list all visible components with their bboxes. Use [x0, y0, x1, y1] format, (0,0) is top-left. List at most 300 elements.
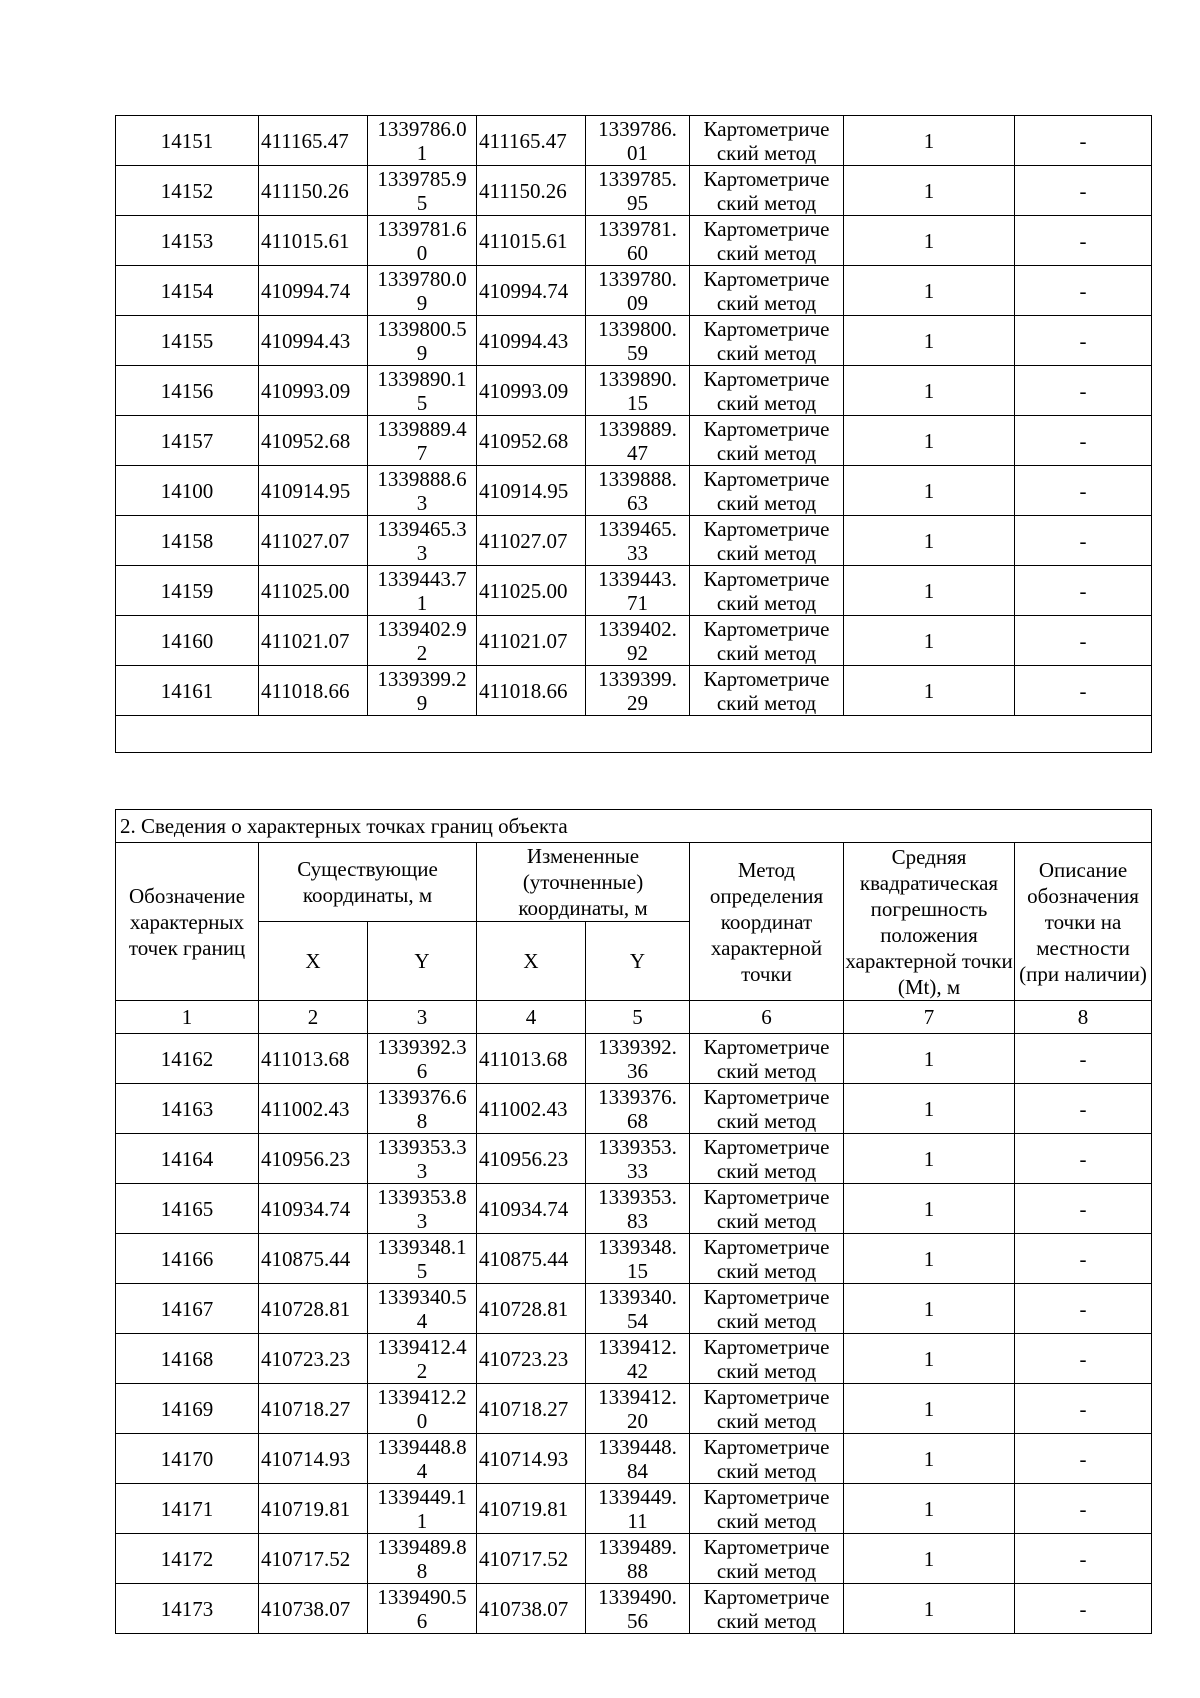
existing-x-cell: 410719.81 — [259, 1484, 368, 1534]
existing-y-line: 1 — [416, 140, 428, 165]
changed-x-cell: 411150.26 — [477, 166, 586, 216]
table-row — [116, 166, 1152, 216]
existing-y-line: 1339785.9 — [377, 166, 467, 191]
existing-y-line: 9 — [416, 290, 428, 315]
existing-x-cell: 410914.95 — [259, 466, 368, 516]
method-line: Картометриче — [703, 1084, 830, 1109]
table-row — [116, 616, 1152, 666]
point-id-cell: 14163 — [116, 1084, 259, 1134]
method-line: ский метод — [716, 1358, 817, 1383]
existing-y-cell — [368, 1284, 477, 1334]
column-numbers-row — [116, 1001, 1152, 1034]
existing-y-line: 1339465.3 — [377, 516, 467, 541]
changed-y-line: 20 — [627, 1408, 648, 1433]
point-id-cell: 14161 — [116, 666, 259, 716]
existing-y-line: 2 — [416, 1358, 428, 1383]
error-cell: 1 — [844, 416, 1015, 466]
error-cell: 1 — [844, 1534, 1015, 1584]
method-line: ский метод — [716, 1108, 817, 1133]
changed-x-cell: 410934.74 — [477, 1184, 586, 1234]
method-line: Картометриче — [703, 366, 830, 391]
existing-y-cell — [368, 216, 477, 266]
method-cell — [690, 1234, 844, 1284]
table-title-row — [116, 810, 1152, 843]
changed-y-line: 1339489. — [598, 1534, 677, 1559]
changed-y-line: 42 — [627, 1358, 648, 1383]
column-number: 1 — [116, 1001, 259, 1034]
table-row — [116, 566, 1152, 616]
column-number: 4 — [477, 1001, 586, 1034]
coordinates-table-continued — [115, 115, 1152, 753]
changed-y-line: 1339412. — [598, 1334, 677, 1359]
header-x-existing: X — [259, 922, 368, 1001]
existing-x-cell: 410875.44 — [259, 1234, 368, 1284]
point-id-cell: 14158 — [116, 516, 259, 566]
error-cell: 1 — [844, 616, 1015, 666]
method-line: Картометриче — [703, 1434, 830, 1459]
existing-y-cell — [368, 466, 477, 516]
point-id-cell: 14155 — [116, 316, 259, 366]
table-row — [116, 116, 1152, 166]
boundary-points-table — [115, 809, 1152, 1634]
method-cell — [690, 366, 844, 416]
table-row — [116, 316, 1152, 366]
existing-y-line: 6 — [416, 1608, 428, 1633]
changed-x-cell: 410994.74 — [477, 266, 586, 316]
changed-y-cell — [586, 266, 690, 316]
changed-y-line: 1339402. — [598, 616, 677, 641]
method-line: Картометриче — [703, 266, 830, 291]
table-row — [116, 1534, 1152, 1584]
existing-y-line: 1339376.6 — [377, 1084, 467, 1109]
changed-y-cell — [586, 1534, 690, 1584]
existing-x-cell: 410994.43 — [259, 316, 368, 366]
changed-y-line: 60 — [627, 240, 648, 265]
changed-y-line: 95 — [627, 190, 648, 215]
existing-x-cell: 411165.47 — [259, 116, 368, 166]
method-line: ский метод — [716, 490, 817, 515]
error-cell: 1 — [844, 1184, 1015, 1234]
existing-x-cell: 411002.43 — [259, 1084, 368, 1134]
method-cell — [690, 1184, 844, 1234]
changed-x-cell: 410723.23 — [477, 1334, 586, 1384]
existing-y-line: 2 — [416, 640, 428, 665]
table-row — [116, 266, 1152, 316]
table-row — [116, 1334, 1152, 1384]
changed-x-cell: 410875.44 — [477, 1234, 586, 1284]
changed-x-cell: 410952.68 — [477, 416, 586, 466]
changed-y-cell — [586, 466, 690, 516]
description-cell: - — [1015, 1234, 1152, 1284]
error-cell: 1 — [844, 516, 1015, 566]
description-cell: - — [1015, 1284, 1152, 1334]
method-line: ский метод — [716, 1408, 817, 1433]
existing-x-cell: 410714.93 — [259, 1434, 368, 1484]
changed-y-line: 71 — [627, 590, 648, 615]
changed-y-line: 54 — [627, 1308, 648, 1333]
description-cell: - — [1015, 466, 1152, 516]
method-cell — [690, 1134, 844, 1184]
description-cell: - — [1015, 1334, 1152, 1384]
header-y-changed: Y — [586, 922, 690, 1001]
point-id-cell: 14172 — [116, 1534, 259, 1584]
description-cell: - — [1015, 216, 1152, 266]
method-cell — [690, 616, 844, 666]
point-id-cell: 14164 — [116, 1134, 259, 1184]
changed-y-cell — [586, 116, 690, 166]
method-line: ский метод — [716, 1308, 817, 1333]
description-cell: - — [1015, 1034, 1152, 1084]
point-id-cell: 14166 — [116, 1234, 259, 1284]
point-id-cell: 14169 — [116, 1384, 259, 1434]
changed-y-cell — [586, 216, 690, 266]
method-line: Картометриче — [703, 1034, 830, 1059]
method-cell — [690, 1584, 844, 1634]
method-line: Картометриче — [703, 1284, 830, 1309]
point-id-cell: 14152 — [116, 166, 259, 216]
table-row — [116, 366, 1152, 416]
existing-y-line: 1339412.4 — [377, 1334, 467, 1359]
changed-y-line: 83 — [627, 1208, 648, 1233]
existing-x-cell: 411021.07 — [259, 616, 368, 666]
existing-y-cell — [368, 1584, 477, 1634]
existing-y-line: 1339780.0 — [377, 266, 467, 291]
changed-y-cell — [586, 1034, 690, 1084]
existing-y-line: 5 — [416, 1258, 428, 1283]
point-id-cell: 14171 — [116, 1484, 259, 1534]
error-cell: 1 — [844, 1434, 1015, 1484]
method-line: Картометриче — [703, 466, 830, 491]
existing-y-cell — [368, 166, 477, 216]
existing-y-line: 1339340.5 — [377, 1284, 467, 1309]
existing-y-line: 8 — [416, 1558, 428, 1583]
method-line: ский метод — [716, 1208, 817, 1233]
existing-y-line: 1 — [416, 1508, 428, 1533]
header-changed-coords: Измененные (уточненные) координаты, м — [477, 843, 690, 922]
description-cell: - — [1015, 366, 1152, 416]
changed-y-cell — [586, 416, 690, 466]
changed-x-cell: 411013.68 — [477, 1034, 586, 1084]
existing-y-line: 1339353.3 — [377, 1134, 467, 1159]
changed-y-line: 1339443. — [598, 566, 677, 591]
existing-x-cell: 410718.27 — [259, 1384, 368, 1434]
changed-x-cell: 410994.43 — [477, 316, 586, 366]
changed-x-cell: 411015.61 — [477, 216, 586, 266]
changed-y-line: 29 — [627, 690, 648, 715]
header-existing-coords: Существующие координаты, м — [259, 843, 477, 922]
changed-x-cell: 410718.27 — [477, 1384, 586, 1434]
changed-y-line: 1339465. — [598, 516, 677, 541]
method-line: Картометриче — [703, 516, 830, 541]
method-line: ский метод — [716, 1158, 817, 1183]
method-line: Картометриче — [703, 1384, 830, 1409]
method-cell — [690, 116, 844, 166]
changed-y-line: 33 — [627, 540, 648, 565]
point-id-cell: 14153 — [116, 216, 259, 266]
existing-y-line: 1339490.5 — [377, 1584, 467, 1609]
changed-x-cell: 410956.23 — [477, 1134, 586, 1184]
description-cell: - — [1015, 1134, 1152, 1184]
existing-y-line: 1339888.6 — [377, 466, 467, 491]
method-line: ский метод — [716, 290, 817, 315]
method-line: Картометриче — [703, 316, 830, 341]
error-cell: 1 — [844, 316, 1015, 366]
changed-y-cell — [586, 366, 690, 416]
changed-y-line: 15 — [627, 390, 648, 415]
changed-x-cell: 410717.52 — [477, 1534, 586, 1584]
existing-y-cell — [368, 1534, 477, 1584]
method-line: Картометриче — [703, 116, 830, 141]
changed-y-cell — [586, 1334, 690, 1384]
method-line: ский метод — [716, 1558, 817, 1583]
existing-y-cell — [368, 116, 477, 166]
existing-y-line: 6 — [416, 1058, 428, 1083]
error-cell: 1 — [844, 166, 1015, 216]
existing-y-line: 1 — [416, 590, 428, 615]
existing-y-line: 3 — [416, 490, 428, 515]
table-row — [116, 216, 1152, 266]
existing-y-line: 1339489.8 — [377, 1534, 467, 1559]
existing-y-line: 1339399.2 — [377, 666, 467, 691]
empty-cell — [116, 716, 1152, 753]
changed-y-line: 1339785. — [598, 166, 677, 191]
existing-y-line: 1339353.8 — [377, 1184, 467, 1209]
changed-x-cell: 411027.07 — [477, 516, 586, 566]
changed-y-cell — [586, 1584, 690, 1634]
changed-y-cell — [586, 1134, 690, 1184]
changed-y-line: 47 — [627, 440, 648, 465]
table-body — [116, 1034, 1152, 1634]
method-cell — [690, 216, 844, 266]
changed-x-cell: 410738.07 — [477, 1584, 586, 1634]
existing-y-line: 5 — [416, 390, 428, 415]
changed-y-cell — [586, 316, 690, 366]
error-cell: 1 — [844, 466, 1015, 516]
changed-y-line: 1339490. — [598, 1584, 677, 1609]
header-x-changed: X — [477, 922, 586, 1001]
existing-x-cell: 410952.68 — [259, 416, 368, 466]
error-cell: 1 — [844, 1384, 1015, 1434]
method-line: ский метод — [716, 590, 817, 615]
point-id-cell: 14165 — [116, 1184, 259, 1234]
header-row-1 — [116, 843, 1152, 922]
description-cell: - — [1015, 566, 1152, 616]
method-line: ский метод — [716, 1508, 817, 1533]
header-method: Метод определения координат характерной точки — [690, 843, 844, 1001]
point-id-cell: 14160 — [116, 616, 259, 666]
changed-y-cell — [586, 1234, 690, 1284]
changed-y-line: 1339781. — [598, 216, 677, 241]
method-line: ский метод — [716, 640, 817, 665]
method-line: ский метод — [716, 1258, 817, 1283]
column-number: 8 — [1015, 1001, 1152, 1034]
description-cell: - — [1015, 1434, 1152, 1484]
description-cell: - — [1015, 1384, 1152, 1434]
description-cell: - — [1015, 1184, 1152, 1234]
changed-y-line: 1339889. — [598, 416, 677, 441]
method-line: Картометриче — [703, 566, 830, 591]
existing-y-cell — [368, 416, 477, 466]
table-row — [116, 1034, 1152, 1084]
method-line: Картометриче — [703, 616, 830, 641]
header-y-existing: Y — [368, 922, 477, 1001]
existing-y-cell — [368, 566, 477, 616]
changed-y-line: 11 — [627, 1508, 648, 1533]
method-line: ский метод — [716, 440, 817, 465]
changed-y-line: 84 — [627, 1458, 648, 1483]
error-cell: 1 — [844, 1084, 1015, 1134]
changed-x-cell: 410993.09 — [477, 366, 586, 416]
changed-x-cell: 411025.00 — [477, 566, 586, 616]
method-cell — [690, 1384, 844, 1434]
error-cell: 1 — [844, 566, 1015, 616]
existing-y-cell — [368, 1234, 477, 1284]
method-line: Картометриче — [703, 1584, 830, 1609]
existing-y-line: 3 — [416, 1158, 428, 1183]
existing-x-cell: 410934.74 — [259, 1184, 368, 1234]
existing-y-line: 3 — [416, 540, 428, 565]
description-cell: - — [1015, 1484, 1152, 1534]
existing-y-line: 7 — [416, 440, 428, 465]
changed-y-line: 56 — [627, 1608, 648, 1633]
changed-y-cell — [586, 1434, 690, 1484]
changed-y-cell — [586, 166, 690, 216]
error-cell: 1 — [844, 666, 1015, 716]
table-row — [116, 516, 1152, 566]
changed-y-line: 88 — [627, 1558, 648, 1583]
method-cell — [690, 566, 844, 616]
existing-y-line: 1339402.9 — [377, 616, 467, 641]
method-cell — [690, 316, 844, 366]
existing-y-line: 1339392.3 — [377, 1034, 467, 1059]
table-row — [116, 1384, 1152, 1434]
description-cell: - — [1015, 1084, 1152, 1134]
existing-y-cell — [368, 1184, 477, 1234]
existing-y-line: 1339889.4 — [377, 416, 467, 441]
error-cell: 1 — [844, 1484, 1015, 1534]
error-cell: 1 — [844, 1234, 1015, 1284]
method-cell — [690, 1084, 844, 1134]
method-cell — [690, 466, 844, 516]
existing-x-cell: 411015.61 — [259, 216, 368, 266]
changed-y-line: 1339890. — [598, 366, 677, 391]
table-row — [116, 1234, 1152, 1284]
existing-x-cell: 410956.23 — [259, 1134, 368, 1184]
description-cell: - — [1015, 516, 1152, 566]
changed-y-cell — [586, 616, 690, 666]
description-cell: - — [1015, 416, 1152, 466]
changed-y-line: 1339353. — [598, 1134, 677, 1159]
changed-x-cell: 410728.81 — [477, 1284, 586, 1334]
existing-y-line: 1339348.1 — [377, 1234, 467, 1259]
existing-y-line: 4 — [416, 1308, 428, 1333]
method-line: ский метод — [716, 140, 817, 165]
changed-x-cell: 411021.07 — [477, 616, 586, 666]
changed-x-cell: 411002.43 — [477, 1084, 586, 1134]
method-line: ский метод — [716, 340, 817, 365]
header-designation: Обозначение характерных точек границ — [116, 843, 259, 1001]
method-cell — [690, 416, 844, 466]
description-cell: - — [1015, 116, 1152, 166]
description-cell: - — [1015, 666, 1152, 716]
changed-y-cell — [586, 1284, 690, 1334]
existing-y-cell — [368, 516, 477, 566]
point-id-cell: 14167 — [116, 1284, 259, 1334]
method-cell — [690, 1284, 844, 1334]
error-cell: 1 — [844, 1584, 1015, 1634]
point-id-cell: 14151 — [116, 116, 259, 166]
existing-y-cell — [368, 266, 477, 316]
existing-y-line: 1339890.1 — [377, 366, 467, 391]
description-cell: - — [1015, 316, 1152, 366]
existing-x-cell: 411013.68 — [259, 1034, 368, 1084]
method-line: Картометриче — [703, 1334, 830, 1359]
method-line: ский метод — [716, 1058, 817, 1083]
changed-y-cell — [586, 666, 690, 716]
table-body — [116, 116, 1152, 716]
changed-y-cell — [586, 1084, 690, 1134]
changed-y-line: 59 — [627, 340, 648, 365]
changed-y-line: 1339412. — [598, 1384, 677, 1409]
changed-y-cell — [586, 1384, 690, 1434]
existing-y-line: 1339781.6 — [377, 216, 467, 241]
point-id-cell: 14100 — [116, 466, 259, 516]
method-cell — [690, 1434, 844, 1484]
description-cell: - — [1015, 266, 1152, 316]
changed-x-cell: 411018.66 — [477, 666, 586, 716]
existing-y-cell — [368, 1484, 477, 1534]
changed-y-cell — [586, 566, 690, 616]
table-row — [116, 1134, 1152, 1184]
existing-x-cell: 410717.52 — [259, 1534, 368, 1584]
method-line: Картометриче — [703, 216, 830, 241]
changed-x-cell: 411165.47 — [477, 116, 586, 166]
method-line: Картометриче — [703, 666, 830, 691]
table-title: 2. Сведения о характерных точках границ объекта — [116, 810, 1152, 843]
method-cell — [690, 1484, 844, 1534]
existing-y-cell — [368, 366, 477, 416]
table-row — [116, 466, 1152, 516]
existing-y-line: 8 — [416, 1108, 428, 1133]
error-cell: 1 — [844, 1034, 1015, 1084]
existing-y-line: 1339443.7 — [377, 566, 467, 591]
changed-y-line: 1339888. — [598, 466, 677, 491]
changed-y-line: 1339392. — [598, 1034, 677, 1059]
existing-y-cell — [368, 1384, 477, 1434]
table-row — [116, 1434, 1152, 1484]
changed-y-line: 1339449. — [598, 1484, 677, 1509]
table-row — [116, 1184, 1152, 1234]
method-cell — [690, 166, 844, 216]
existing-y-line: 0 — [416, 1408, 428, 1433]
changed-y-line: 15 — [627, 1258, 648, 1283]
changed-y-line: 1339353. — [598, 1184, 677, 1209]
changed-y-line: 92 — [627, 640, 648, 665]
method-line: ский метод — [716, 540, 817, 565]
method-line: ский метод — [716, 190, 817, 215]
changed-x-cell: 410714.93 — [477, 1434, 586, 1484]
point-id-cell: 14159 — [116, 566, 259, 616]
changed-y-cell — [586, 516, 690, 566]
table-row — [116, 1084, 1152, 1134]
existing-y-cell — [368, 1034, 477, 1084]
changed-y-line: 63 — [627, 490, 648, 515]
existing-y-cell — [368, 1334, 477, 1384]
point-id-cell: 14173 — [116, 1584, 259, 1634]
method-cell — [690, 1034, 844, 1084]
error-cell: 1 — [844, 266, 1015, 316]
table-row — [116, 1284, 1152, 1334]
